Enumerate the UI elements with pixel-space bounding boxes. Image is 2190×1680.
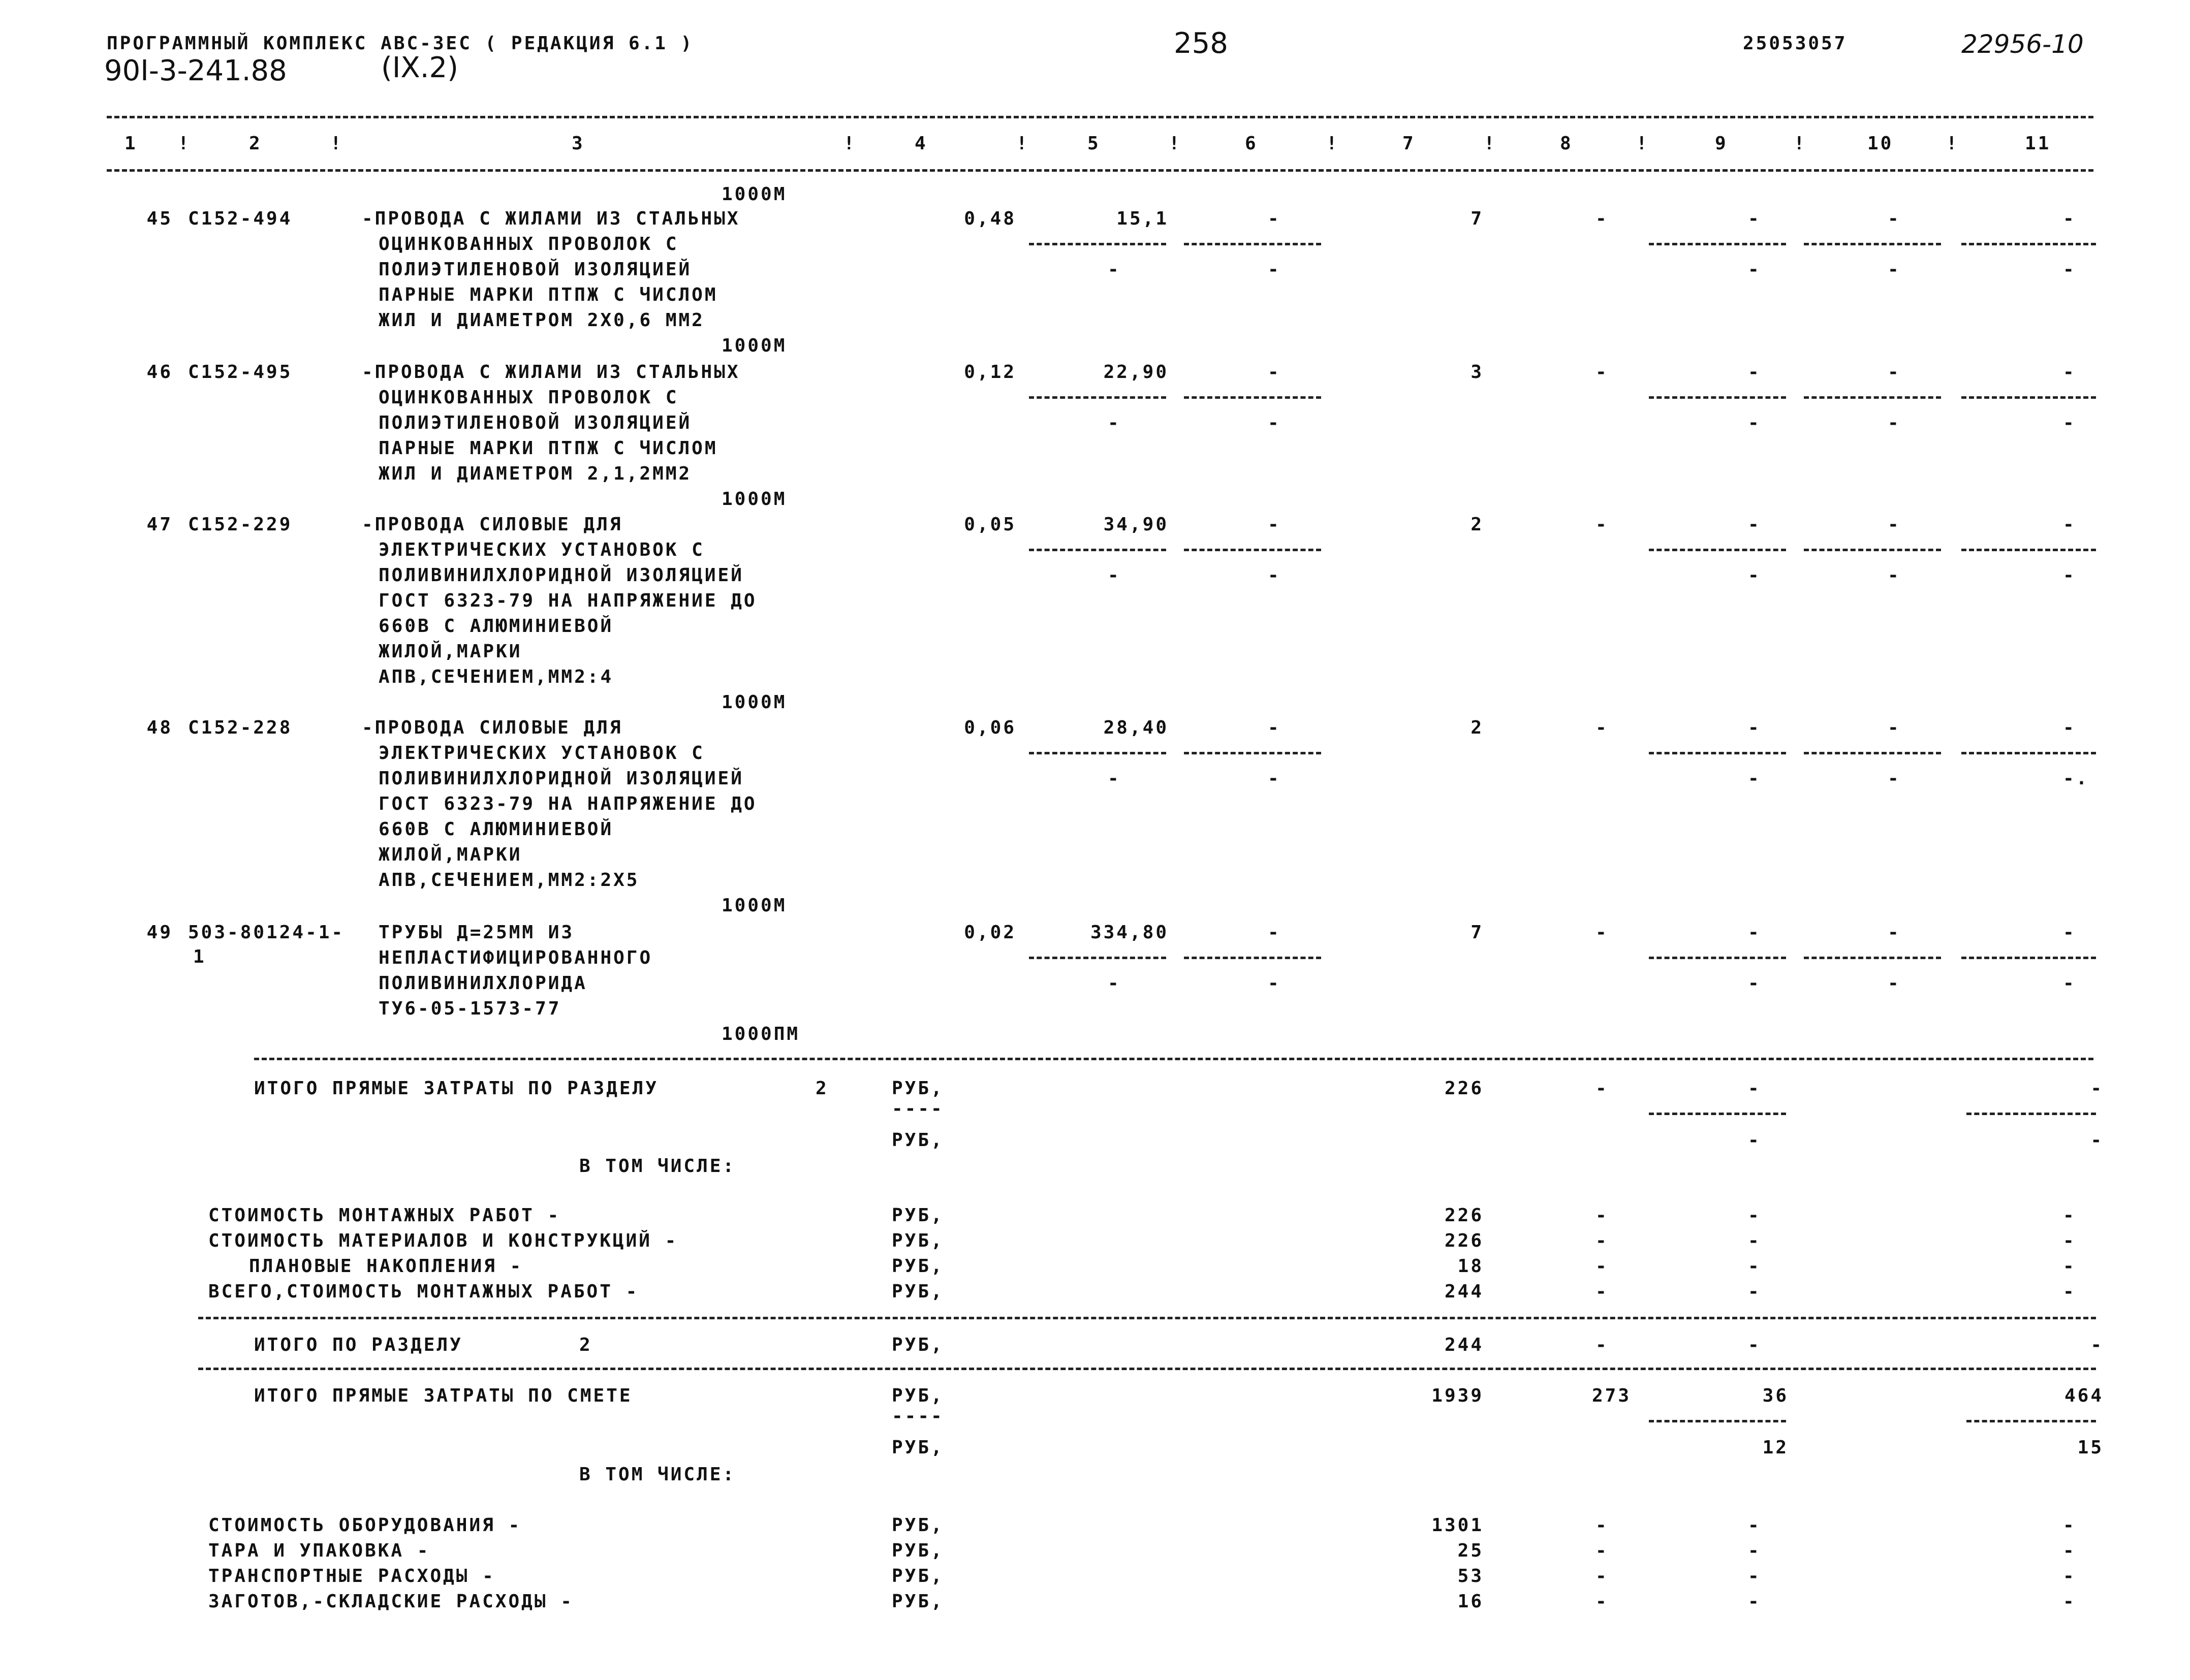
row-c10-sub: - [1888, 259, 1901, 280]
breakdown-c11: - [2063, 1230, 2076, 1251]
row-c10: - [1888, 717, 1901, 738]
breakdown-label: СТОИМОСТЬ МОНТАЖНЫХ РАБОТ - [208, 1205, 561, 1226]
col-sep: ! [330, 133, 343, 154]
row-description-line: ПОЛИЭТИЛЕНОВОЙ ИЗОЛЯЦИЕЙ [379, 413, 692, 433]
breakdown-c9: - [1748, 1230, 1761, 1251]
breakdown-label: ПЛАНОВЫЕ НАКОПЛЕНИЯ - [249, 1256, 523, 1277]
total-c11b: - [2090, 1130, 2104, 1151]
row-cell-rule [1804, 396, 1941, 399]
col-header-4: 4 [915, 133, 928, 154]
row-description-line: -ПРОВОДА С ЖИЛАМИ ИЗ СТАЛЬНЫХ [362, 362, 740, 383]
row-c6-sub: - [1268, 768, 1281, 789]
breakdown-c8: - [1595, 1515, 1609, 1536]
row-c10-sub: - [1888, 768, 1901, 789]
breakdown-label: ЗАГОТОВ,-СКЛАДСКИЕ РАСХОДЫ - [208, 1591, 574, 1612]
row-number: 45 [146, 208, 173, 229]
row-c10: - [1888, 362, 1901, 383]
row-description-line: -ПРОВОДА С ЖИЛАМИ ИЗ СТАЛЬНЫХ [362, 208, 740, 229]
row-cell-rule [1029, 752, 1166, 754]
row-c10: - [1888, 208, 1901, 229]
grand-unit: РУБ, [892, 1335, 944, 1355]
header-rule [107, 169, 2093, 172]
row-description-line: ПОЛИВИНИЛХЛОРИДА [379, 973, 587, 994]
grand-c7: 244 [1444, 1335, 1484, 1355]
row-cell-rule [1029, 549, 1166, 551]
total-unit: РУБ, [892, 1078, 944, 1099]
row-c9-sub: - [1748, 259, 1761, 280]
row-cell-rule [1961, 752, 2096, 754]
row-c11-sub: - [2063, 973, 2076, 994]
breakdown-rule [198, 1317, 2096, 1319]
breakdown-unit: РУБ, [892, 1591, 944, 1612]
breakdown-unit: РУБ, [892, 1515, 944, 1536]
row-c6: - [1268, 208, 1281, 229]
breakdown-c11: - [2063, 1281, 2076, 1302]
row-code: 503-80124-1- [188, 922, 345, 943]
row-description-line: ЖИЛОЙ,МАРКИ [379, 844, 522, 865]
col-header-8: 8 [1560, 133, 1573, 154]
breakdown-unit: РУБ, [892, 1540, 944, 1561]
row-cell-rule [1184, 752, 1321, 754]
row-description-line: 660В С АЛЮМИНИЕВОЙ [379, 819, 614, 840]
row-description-line: ЭЛЕКТРИЧЕСКИХ УСТАНОВОК С [379, 743, 705, 764]
row-description-line: ПАРНЫЕ МАРКИ ПТПЖ С ЧИСЛОМ [379, 284, 718, 305]
top-rule [107, 116, 2093, 118]
breakdown-c11: - [2063, 1566, 2076, 1587]
grand-label: ИТОГО ПО РАЗДЕЛУ [254, 1335, 463, 1355]
col-header-11: 11 [2025, 133, 2051, 154]
row-description-line: ПОЛИВИНИЛХЛОРИДНОЙ ИЗОЛЯЦИЕЙ [379, 768, 744, 789]
section-rule [254, 1058, 2093, 1060]
row-number: 47 [146, 514, 173, 535]
row-unit: 1000М [722, 692, 787, 713]
col-header-7: 7 [1402, 133, 1416, 154]
row-description-line: ЭЛЕКТРИЧЕСКИХ УСТАНОВОК С [379, 540, 705, 560]
row-c8: - [1595, 208, 1609, 229]
row-cell-rule [1961, 957, 2096, 959]
col-sep: ! [1326, 133, 1339, 154]
unit-label: 1000М [722, 184, 787, 205]
row-c11-sub: -. [2063, 768, 2089, 789]
row-unit: 1000М [722, 895, 787, 916]
row-description-line: ЖИЛОЙ,МАРКИ [379, 641, 522, 662]
estimate-unit-2: РУБ, [892, 1437, 944, 1458]
breakdown-c7: 226 [1444, 1205, 1484, 1226]
estimate-c9: 36 [1762, 1385, 1789, 1406]
row-c5-sub: - [1108, 259, 1121, 280]
row-c7: 3 [1471, 362, 1484, 383]
row-c7: 2 [1471, 514, 1484, 535]
breakdown-c8: - [1595, 1281, 1609, 1302]
row-description-line: ПАРНЫЕ МАРКИ ПТПЖ С ЧИСЛОМ [379, 438, 718, 459]
row-price: 34,90 [1103, 514, 1169, 535]
row-c10-sub: - [1888, 413, 1901, 433]
row-code: С152-495 [188, 362, 293, 383]
row-description-line: ПОЛИВИНИЛХЛОРИДНОЙ ИЗОЛЯЦИЕЙ [379, 565, 744, 586]
row-quantity: 0,48 [964, 208, 1016, 229]
row-unit: 1000ПМ [722, 1024, 800, 1044]
row-unit: 1000М [722, 335, 787, 356]
breakdown-unit: РУБ, [892, 1566, 944, 1587]
col-sep: ! [1636, 133, 1649, 154]
row-c10: - [1888, 514, 1901, 535]
row-c11-sub: - [2063, 259, 2076, 280]
row-c5-sub: - [1108, 565, 1121, 586]
row-quantity: 0,06 [964, 717, 1016, 738]
estimate-c8: 273 [1591, 1385, 1631, 1406]
row-code: С152-228 [188, 717, 293, 738]
row-description-line: ТУ6-05-1573-77 [379, 998, 561, 1019]
row-c7: 2 [1471, 717, 1484, 738]
row-cell-rule [1649, 396, 1786, 399]
breakdown-c7: 226 [1444, 1230, 1484, 1251]
col-sep: ! [178, 133, 191, 154]
col-sep: ! [1016, 133, 1029, 154]
total-c9b: - [1748, 1130, 1761, 1151]
row-cell-rule [1649, 549, 1786, 551]
total-unit-2: РУБ, [892, 1130, 944, 1151]
col-header-9: 9 [1715, 133, 1728, 154]
breakdown-c8: - [1595, 1256, 1609, 1277]
total-c8: - [1595, 1078, 1609, 1099]
row-price: 334,80 [1090, 922, 1169, 943]
row-description-line: ГОСТ 6323-79 НА НАПРЯЖЕНИЕ ДО [379, 794, 757, 814]
row-c9: - [1748, 362, 1761, 383]
including-label: В ТОМ ЧИСЛЕ: [579, 1156, 736, 1177]
page-number: 258 [1174, 27, 1228, 60]
col-sep: ! [1169, 133, 1182, 154]
breakdown-c9: - [1748, 1281, 1761, 1302]
row-c9-sub: - [1748, 565, 1761, 586]
breakdown-c8: - [1595, 1230, 1609, 1251]
row-description-line: -ПРОВОДА СИЛОВЫЕ ДЛЯ [362, 514, 623, 535]
col-header-3: 3 [572, 133, 585, 154]
row-quantity: 0,05 [964, 514, 1016, 535]
row-c11: - [2063, 362, 2076, 383]
breakdown-c8: - [1595, 1540, 1609, 1561]
row-description-line: ТРУБЫ Д=25ММ ИЗ [379, 922, 575, 943]
row-c8: - [1595, 362, 1609, 383]
row-c7: 7 [1471, 922, 1484, 943]
row-code: С152-494 [188, 208, 293, 229]
row-c11: - [2063, 922, 2076, 943]
breakdown-c8: - [1595, 1205, 1609, 1226]
section-code: (IX.2) [381, 51, 459, 84]
row-cell-rule [1804, 243, 1941, 245]
row-unit: 1000М [722, 489, 787, 510]
row-description-line: 660В С АЛЮМИНИЕВОЙ [379, 616, 614, 637]
col-sep: ! [1794, 133, 1807, 154]
total-c9-rule [1649, 1113, 1786, 1115]
breakdown-c7: 16 [1457, 1591, 1484, 1612]
row-c5-sub: - [1108, 413, 1121, 433]
row-price: 22,90 [1103, 362, 1169, 383]
row-cell-rule [1961, 396, 2096, 399]
row-cell-rule [1649, 957, 1786, 959]
row-price: 15,1 [1116, 208, 1169, 229]
row-number: 49 [146, 922, 173, 943]
breakdown-c9: - [1748, 1591, 1761, 1612]
total-unit-dash: ---- [892, 1098, 944, 1119]
row-description-line: ОЦИНКОВАННЫХ ПРОВОЛОК С [379, 387, 679, 408]
grand-c8: - [1595, 1335, 1609, 1355]
row-c6-sub: - [1268, 413, 1281, 433]
breakdown-label: СТОИМОСТЬ ОБОРУДОВАНИЯ - [208, 1515, 522, 1536]
breakdown-unit: РУБ, [892, 1256, 944, 1277]
estimate-c11-rule [1966, 1420, 2096, 1422]
breakdown-c8: - [1595, 1591, 1609, 1612]
col-header-5: 5 [1087, 133, 1101, 154]
row-code-cont: 1 [193, 946, 206, 967]
breakdown-label: ТАРА И УПАКОВКА - [208, 1540, 430, 1561]
breakdown-c11: - [2063, 1515, 2076, 1536]
row-cell-rule [1184, 243, 1321, 245]
row-c5-sub: - [1108, 768, 1121, 789]
breakdown-c9: - [1748, 1566, 1761, 1587]
row-c5-sub: - [1108, 973, 1121, 994]
document-number: 25053057 [1743, 33, 1848, 54]
row-c9: - [1748, 922, 1761, 943]
breakdown-c9: - [1748, 1205, 1761, 1226]
grand-rule [198, 1368, 2096, 1370]
estimate-c11: 464 [2064, 1385, 2104, 1406]
total-c7: 226 [1444, 1078, 1484, 1099]
row-c10: - [1888, 922, 1901, 943]
col-header-10: 10 [1867, 133, 1894, 154]
row-c9-sub: - [1748, 413, 1761, 433]
breakdown-c9: - [1748, 1515, 1761, 1536]
estimate-c11b: 15 [2077, 1437, 2104, 1458]
row-cell-rule [1029, 957, 1166, 959]
including-label-2: В ТОМ ЧИСЛЕ: [579, 1464, 736, 1485]
row-c9: - [1748, 514, 1761, 535]
row-cell-rule [1804, 752, 1941, 754]
row-c6: - [1268, 922, 1281, 943]
row-c8: - [1595, 922, 1609, 943]
breakdown-c8: - [1595, 1566, 1609, 1587]
row-description-line: ПОЛИЭТИЛЕНОВОЙ ИЗОЛЯЦИЕЙ [379, 259, 692, 280]
row-description-line: НЕПЛАСТИФИЦИРОВАННОГО [379, 947, 653, 968]
row-cell-rule [1804, 957, 1941, 959]
breakdown-label: ВСЕГО,СТОИМОСТЬ МОНТАЖНЫХ РАБОТ - [208, 1281, 639, 1302]
row-c9-sub: - [1748, 973, 1761, 994]
row-c9: - [1748, 717, 1761, 738]
row-cell-rule [1649, 752, 1786, 754]
project-code: 90I-3-241.88 [104, 54, 287, 87]
row-c11: - [2063, 208, 2076, 229]
breakdown-c7: 53 [1457, 1566, 1484, 1587]
breakdown-c11: - [2063, 1591, 2076, 1612]
row-cell-rule [1804, 549, 1941, 551]
row-c7: 7 [1471, 208, 1484, 229]
total-c11: - [2090, 1078, 2104, 1099]
sheet-number: 22956-10 [1961, 29, 2084, 59]
row-c9-sub: - [1748, 768, 1761, 789]
row-c6: - [1268, 514, 1281, 535]
total-label: ИТОГО ПРЯМЫЕ ЗАТРАТЫ ПО РАЗДЕЛУ [254, 1078, 659, 1099]
row-cell-rule [1961, 549, 2096, 551]
row-cell-rule [1184, 549, 1321, 551]
breakdown-c9: - [1748, 1540, 1761, 1561]
row-cell-rule [1029, 243, 1166, 245]
row-c6-sub: - [1268, 973, 1281, 994]
estimate-c9-rule [1649, 1420, 1786, 1422]
total-c11-rule [1966, 1113, 2096, 1115]
breakdown-c7: 25 [1457, 1540, 1484, 1561]
row-description-line: -ПРОВОДА СИЛОВЫЕ ДЛЯ [362, 717, 623, 738]
row-description-line: АПВ,СЕЧЕНИЕМ,ММ2:2Х5 [379, 870, 640, 891]
row-c11-sub: - [2063, 565, 2076, 586]
row-description-line: ОЦИНКОВАННЫХ ПРОВОЛОК С [379, 234, 679, 255]
row-price: 28,40 [1103, 717, 1169, 738]
estimate-unit: РУБ, [892, 1385, 944, 1406]
row-c11-sub: - [2063, 413, 2076, 433]
breakdown-c11: - [2063, 1540, 2076, 1561]
breakdown-c11: - [2063, 1256, 2076, 1277]
total-c9: - [1748, 1078, 1761, 1099]
breakdown-c7: 244 [1444, 1281, 1484, 1302]
row-code: С152-229 [188, 514, 293, 535]
grand-c9: - [1748, 1335, 1761, 1355]
col-sep: ! [1484, 133, 1497, 154]
row-c6: - [1268, 362, 1281, 383]
row-quantity: 0,02 [964, 922, 1016, 943]
breakdown-c11: - [2063, 1205, 2076, 1226]
estimate-c7: 1939 [1431, 1385, 1484, 1406]
breakdown-unit: РУБ, [892, 1281, 944, 1302]
col-sep: ! [1946, 133, 1959, 154]
breakdown-label: ТРАНСПОРТНЫЕ РАСХОДЫ - [208, 1566, 495, 1587]
col-sep: ! [843, 133, 857, 154]
estimate-label: ИТОГО ПРЯМЫЕ ЗАТРАТЫ ПО СМЕТЕ [254, 1385, 633, 1406]
grand-section: 2 [579, 1335, 592, 1355]
row-cell-rule [1184, 957, 1321, 959]
row-quantity: 0,12 [964, 362, 1016, 383]
row-c6-sub: - [1268, 259, 1281, 280]
row-c10-sub: - [1888, 973, 1901, 994]
breakdown-c7: 18 [1457, 1256, 1484, 1277]
row-cell-rule [1961, 243, 2096, 245]
breakdown-unit: РУБ, [892, 1205, 944, 1226]
row-c11: - [2063, 717, 2076, 738]
row-cell-rule [1029, 396, 1166, 399]
row-c11: - [2063, 514, 2076, 535]
grand-c11: - [2090, 1335, 2104, 1355]
row-c10-sub: - [1888, 565, 1901, 586]
row-description-line: ЖИЛ И ДИАМЕТРОМ 2Х0,6 ММ2 [379, 310, 705, 331]
row-c6-sub: - [1268, 565, 1281, 586]
col-header-2: 2 [249, 133, 262, 154]
total-section: 2 [816, 1078, 829, 1099]
row-number: 48 [146, 717, 173, 738]
row-description-line: АПВ,СЕЧЕНИЕМ,ММ2:4 [379, 667, 614, 687]
col-header-1: 1 [124, 133, 138, 154]
row-c8: - [1595, 717, 1609, 738]
breakdown-c7: 1301 [1431, 1515, 1484, 1536]
row-cell-rule [1184, 396, 1321, 399]
row-description-line: ГОСТ 6323-79 НА НАПРЯЖЕНИЕ ДО [379, 590, 757, 611]
breakdown-label: СТОИМОСТЬ МАТЕРИАЛОВ И КОНСТРУКЦИЙ - [208, 1230, 678, 1251]
row-c8: - [1595, 514, 1609, 535]
estimate-unit-dash: ---- [892, 1406, 944, 1427]
row-c6: - [1268, 717, 1281, 738]
row-description-line: ЖИЛ И ДИАМЕТРОМ 2,1,2ММ2 [379, 463, 692, 484]
estimate-c9b: 12 [1762, 1437, 1789, 1458]
row-number: 46 [146, 362, 173, 383]
breakdown-unit: РУБ, [892, 1230, 944, 1251]
row-cell-rule [1649, 243, 1786, 245]
program-title: ПРОГРАММНЫЙ КОМПЛЕКС АВС-3ЕС ( РЕДАКЦИЯ 6.1 ) [107, 33, 694, 54]
col-header-6: 6 [1245, 133, 1258, 154]
breakdown-c9: - [1748, 1256, 1761, 1277]
row-c9: - [1748, 208, 1761, 229]
